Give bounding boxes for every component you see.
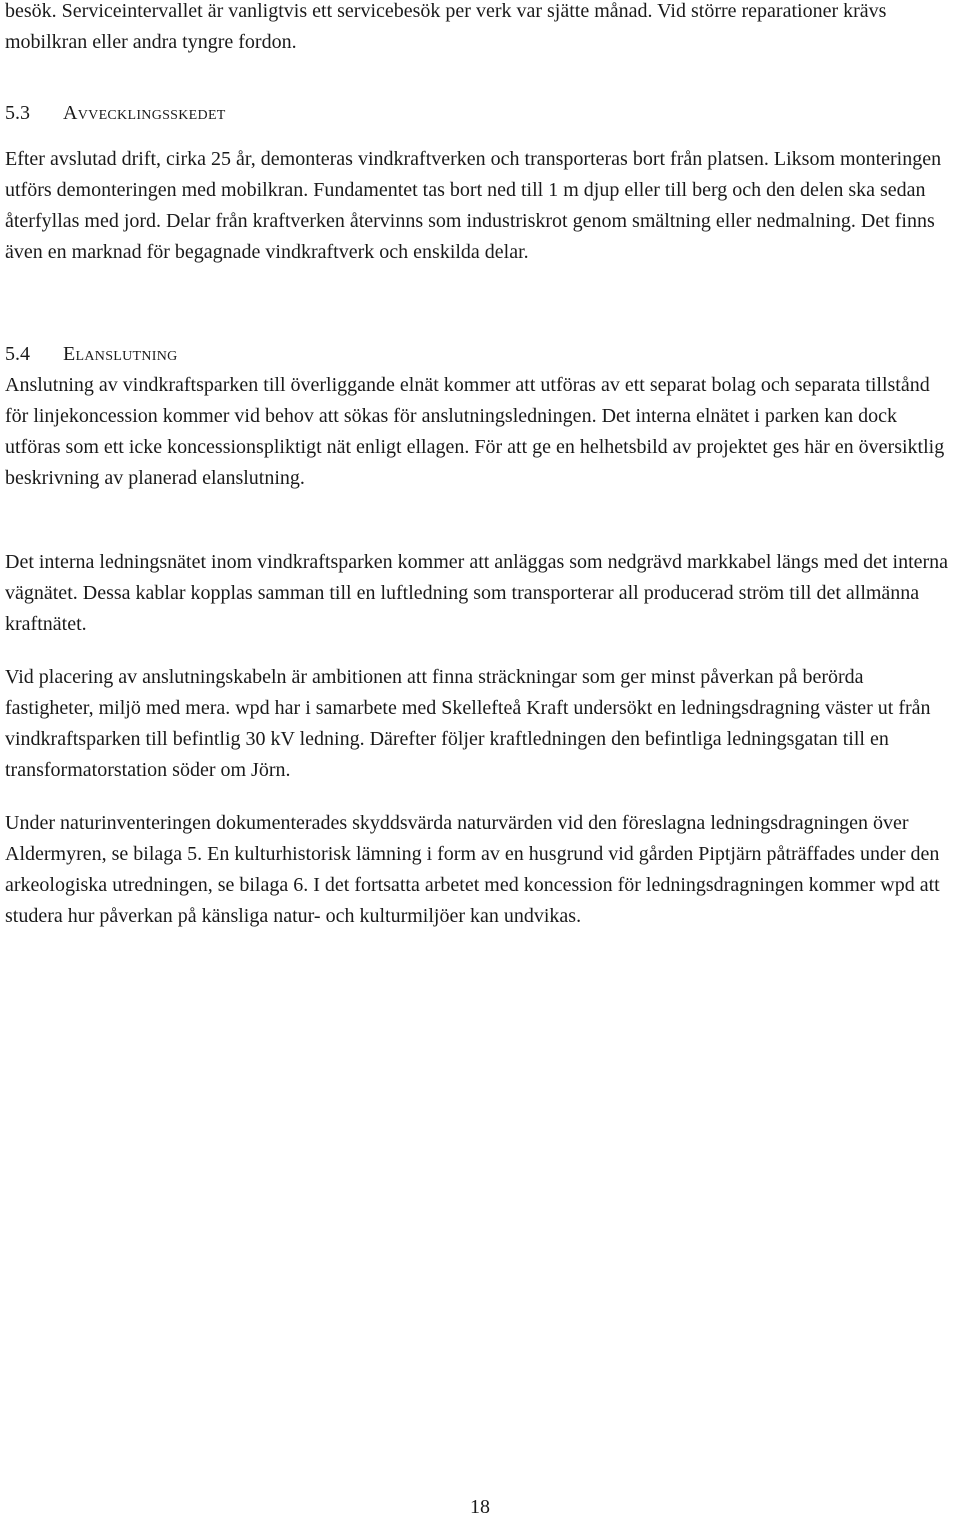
- paragraph-elanslutning-intro: Anslutning av vindkraftsparken till överliggande elnät kommer att utföras av ett separat bolag och separata tillstånd för linjekoncession kommer vid behov att sökas för anslutningsledningen. Det interna elnätet i parken kan dock utföras som ett icke koncessionspliktigt nät enligt ellagen. För att ge en helhetsbild av projektet ges här en översiktlig beskrivning av planerad elanslutning.: [5, 374, 945, 489]
- section-number: 5.3: [5, 102, 30, 124]
- paragraph-naturinventering: Under naturinventeringen dokumenterades skyddsvärda naturvärden vid den föreslagna ledningsdragningen över Aldermyren, se bilaga 5. En kulturhistorisk lämning i form av en husgrund vid gården Piptjärn påträffades under den arkeologiska utredningen, se bilaga 6. I det fortsatta arbetet med koncession för ledningsdragningen kommer wpd att studera hur påverkan på känsliga natur- och kulturmiljöer kan undvikas.: [5, 812, 940, 927]
- section-heading-5-4: [5, 339, 178, 370]
- section-number: 5.4: [5, 343, 30, 365]
- page-number: 18: [470, 1496, 490, 1518]
- paragraph-internt-ledningsnat: Det interna ledningsnätet inom vindkraftsparken kommer att anläggas som nedgrävd markkabel längs med det interna vägnätet. Dessa kablar kopplas samman till en luftledning som transporterar all producerad ström till det allmänna kraftnätet.: [5, 551, 949, 635]
- section-title: Avvecklingsskedet: [63, 102, 226, 124]
- lead-paragraph: besök. Serviceintervallet är vanligtvis ett servicebesök per verk var sjätte månad. Vid större reparationer krävs mobilkran eller andra tyngre fordon.: [5, 0, 887, 53]
- paragraph-avveckling: Efter avslutad drift, cirka 25 år, demonteras vindkraftverken och transporteras bort från platsen. Liksom monteringen utförs demonteringen med mobilkran. Fundamentet tas bort ned till 1 m djup eller till berg och den delen ska sedan återfyllas med jord. Delar från kraftverken återvinns som industriskrot genom smältning eller nedmalning. Det finns även en marknad för begagnade vindkraftverk och enskilda delar.: [5, 148, 942, 263]
- section-title: Elanslutning: [63, 343, 178, 365]
- section-heading-5-3: [5, 98, 226, 129]
- paragraph-anslutningskabel: Vid placering av anslutningskabeln är ambitionen att finna sträckningar som ger minst påverkan på berörda fastigheter, miljö med mera. wpd har i samarbete med Skellefteå Kraft undersökt en ledningsdragning väster ut från vindkraftsparken till befintlig 30 kV ledning. Därefter följer kraftledningen den befintliga ledningsgatan till en transformatorstation söder om Jörn.: [5, 666, 931, 781]
